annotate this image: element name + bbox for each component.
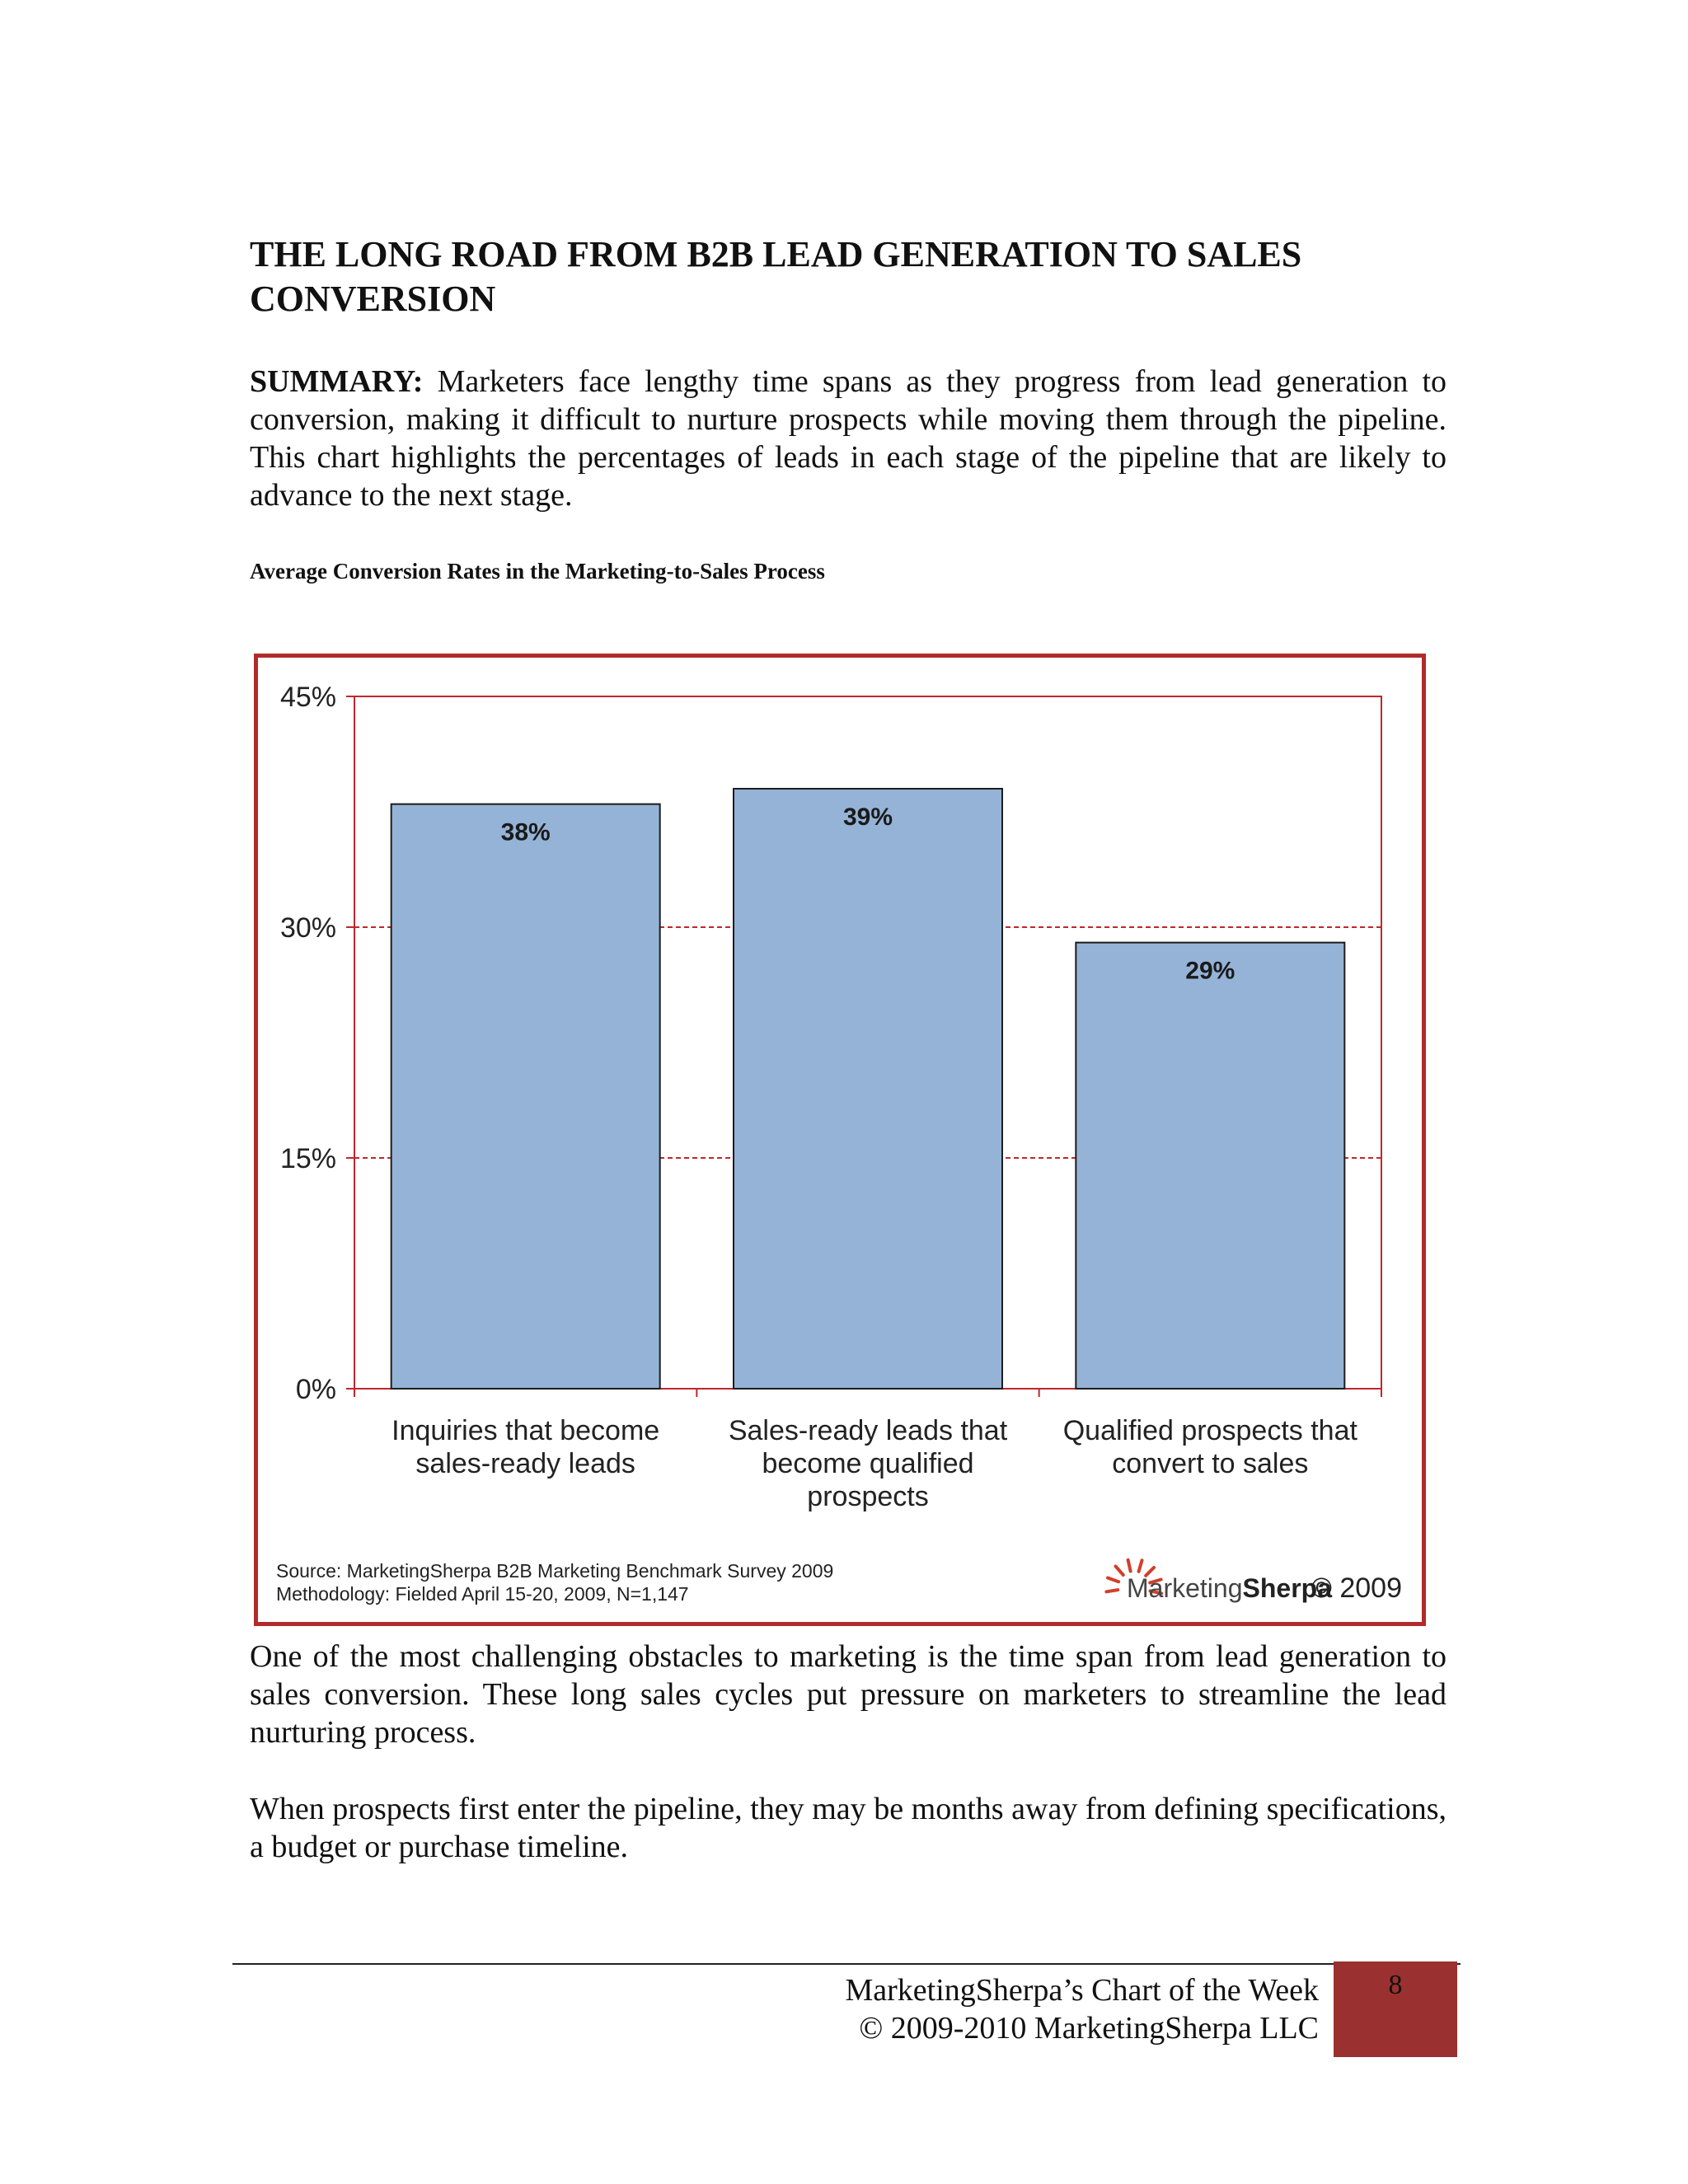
x-category-label: become qualified [762, 1448, 974, 1479]
y-tick-label: 0% [295, 1374, 336, 1405]
logo-ray-icon [1116, 1566, 1123, 1575]
x-category-label: convert to sales [1112, 1448, 1309, 1479]
x-category-label: prospects [807, 1481, 929, 1512]
methodology-note: Methodology: Fielded April 15-20, 2009, N=1,147 [276, 1583, 689, 1605]
y-tick-label: 30% [279, 912, 336, 944]
bar-chart [258, 658, 1422, 1622]
bar-value-label: 29% [1185, 957, 1236, 985]
x-category-label: Qualified prospects that [1062, 1415, 1357, 1446]
body-paragraph-2: When prospects first enter the pipeline, they may be months away from defining specifications, a budget or purchase timeline. [250, 1792, 1447, 1864]
chart-copyright: © 2009 [1311, 1572, 1402, 1604]
bar-value-label: 39% [842, 804, 893, 831]
x-category-label: Inquiries that become [392, 1415, 660, 1446]
bar [1076, 943, 1344, 1389]
bar [734, 789, 1002, 1389]
body-paragraph-1: One of the most challenging obstacles to marketing is the time span from lead generation to sales conversion. These long sales cycles put pressure on marketers to streamline the lead nurturing process. [250, 1639, 1447, 1750]
x-category-label: Sales-ready leads that [728, 1415, 1008, 1446]
logo-text-sherpa: Sherpa [1242, 1573, 1332, 1603]
logo-text [1127, 1573, 1332, 1603]
page-title: THE LONG ROAD FROM B2B LEAD GENERATION TO SALES CONVERSION [250, 234, 1302, 319]
chart-caption: Average Conversion Rates in the Marketing-to-Sales Process [250, 559, 825, 583]
footer-text [845, 1971, 1319, 2047]
logo-text-marketing: Marketing [1127, 1573, 1243, 1603]
logo-ray-icon [1108, 1577, 1118, 1582]
y-tick-label: 15% [279, 1143, 336, 1174]
page-number: 8 [1334, 1961, 1457, 2057]
y-tick-label: 45% [279, 682, 336, 713]
footer-rule [232, 1963, 1461, 1965]
footer-line-1: MarketingSherpa’s Chart of the Week [845, 1973, 1319, 2008]
summary-label: SUMMARY: [250, 364, 424, 399]
bar-value-label: 38% [500, 818, 551, 846]
logo-ray-icon [1106, 1590, 1118, 1591]
summary-text: Marketers face lengthy time spans as they progress from lead generation to conversion, making it difficult to nurture prospects while moving them through the pipeline. This chart highlights the percentages of leads in each stage of the pipeline that are likely to advance to the next stage. [250, 364, 1447, 513]
footer-line-2: © 2009-2010 MarketingSherpa LLC [859, 2011, 1319, 2046]
logo-ray-icon [1139, 1560, 1142, 1571]
chart-frame [254, 654, 1426, 1626]
logo-ray-icon [1128, 1560, 1131, 1572]
summary-paragraph [250, 363, 1447, 514]
bar [392, 804, 660, 1389]
source-note: Source: MarketingSherpa B2B Marketing Benchmark Survey 2009 [276, 1560, 834, 1582]
x-category-label: sales-ready leads [415, 1448, 635, 1479]
